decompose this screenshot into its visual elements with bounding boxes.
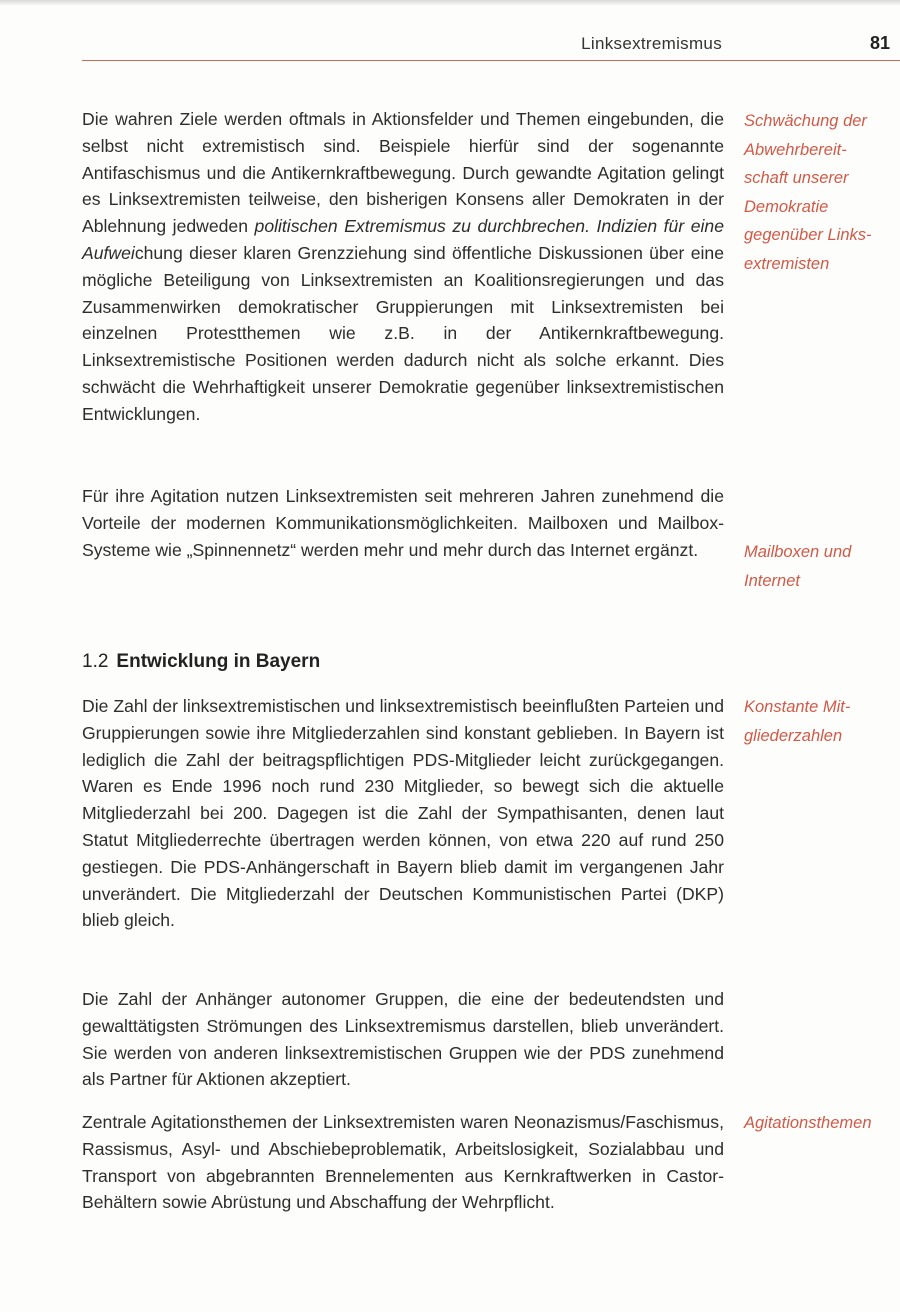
margin-note-schwaechung [744,107,900,278]
margin-note-line: extremisten [744,254,830,273]
margin-note-agitationsthemen [744,1109,900,1138]
margin-note-mailboxen [744,538,900,595]
section-heading [82,650,320,674]
running-title: Linksextremismus [581,34,722,53]
margin-note-line: Agitationsthemen [744,1114,872,1132]
margin-note-line: Demokratie [744,197,829,216]
paragraph-1 [82,106,724,428]
paragraph-1-rest: chung dieser klaren Grenzziehung sind öffentliche Diskussionen über eine mögliche Beteiligung von Linksextremisten an Koalitionsregierungen und das Zusammenwirken demokratischer Gruppierungen mit Linksextremisten bei einzelnen Protestthemen wie z.B. in der Antikernkraftbewegung. Linksextremistische Positionen werden dadurch nicht als solche erkannt. Dies schwächt die Wehrhaftigkeit unserer Demokratie gegenüber linksextremistischen Entwicklungen. [82,242,724,424]
header-rule [82,60,900,61]
margin-note-line: Mailboxen und [744,543,852,561]
section-number: 1.2 [82,651,109,672]
paragraph-1-text: Die wahren Ziele werden oftmals in Aktionsfelder und Themen eingebunden, die selbst nicht extremistisch sind. Beispiele hierfür sind der sogenannte Antifaschismus und die Antikernkraftbewegung. Durch gewandte Agitation gelingt es Linksextremisten teilweise, den bisherigen Konsens aller Demokraten in der Ablehnung jedweden [82,109,724,237]
page-top-shadow [0,0,900,6]
paragraph-1-italic: politischen Extremismus zu durchbrechen. Indizien für eine Aufwei [82,216,724,263]
margin-note-line: gegenüber Links- [744,226,872,244]
margin-note-line: Konstante Mit- [744,698,851,716]
margin-note-line: gliederzahlen [744,726,843,745]
paragraph-4: Die Zahl der Anhänger autonomer Gruppen, die eine der bedeutendsten und gewalttätigsten Strömungen des Linksextremismus darstellen, blieb unverändert. Sie werden von anderen linksextremistischen Gruppen wie der PDS zunehmend als Partner für Aktionen akzeptiert. [82,989,724,1090]
running-header [82,28,900,64]
paragraph-5: Zentrale Agitationsthemen der Linksextremisten waren Neonazismus/Faschismus, Rassismus, Asyl- und Abschiebeproblematik, Arbeitslosigkeit, Sozialabbau und Transport von abgebrannten Brennelementen aus Kernkraftwerken in Castor-Behältern sowie Abrüstung und Abschaffung der Wehrpflicht. [82,1112,724,1213]
margin-note-line: Internet [744,571,800,590]
margin-note-line: Abwehrbereit- [744,140,847,159]
page-number: 81 [869,33,890,53]
margin-note-mitgliederzahlen [744,693,900,750]
paragraph-2: Für ihre Agitation nutzen Linksextremisten seit mehreren Jahren zunehmend die Vorteile der modernen Kommunikationsmöglichkeiten. Mailboxen und Mailbox-Systeme wie „Spinnennetz“ werden mehr und mehr durch das Internet ergänzt. [82,486,724,560]
margin-note-line: Schwächung der [744,112,867,130]
margin-note-line: schaft unserer [744,169,849,187]
section-title: Entwicklung in Bayern [116,651,321,672]
paragraph-3: Die Zahl der linksextremistischen und linksextremistisch beeinflußten Parteien und Gruppierungen sowie ihre Mitgliederzahlen sind konstant geblieben. In Bayern ist lediglich die Zahl der beitragspflichtigen PDS-Mitglieder leicht zurückgegangen. Waren es Ende 1996 noch rund 230 Mitglieder, so bewegt sich die aktuelle Mitgliederzahl bei 200. Dagegen ist die Zahl der Sympathisanten, denen laut Statut Mitgliederrechte übertragen werden können, von etwa 220 auf rund 250 gestiegen. Die PDS-Anhängerschaft in Bayern blieb damit im vergangenen Jahr unverändert. Die Mitgliederzahl der Deutschen Kommunistischen Partei (DKP) blieb gleich. [82,696,724,931]
